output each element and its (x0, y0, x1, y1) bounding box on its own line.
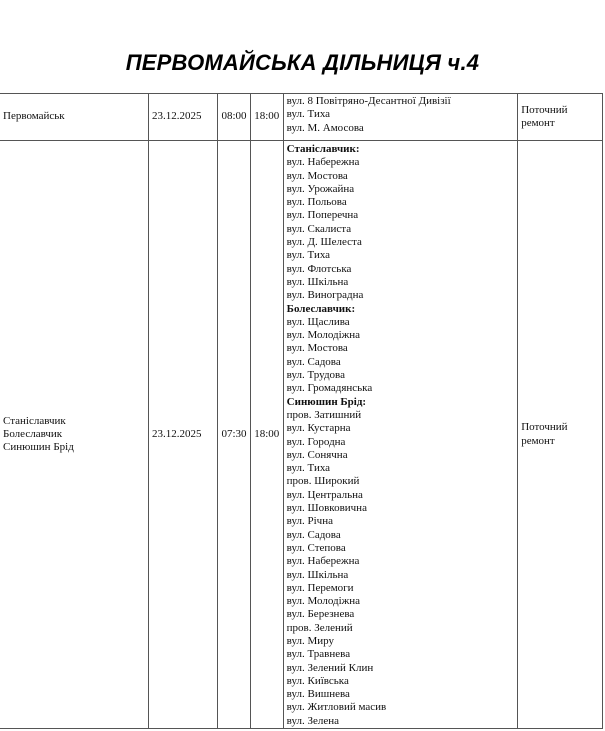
street-item: вул. Київська (286, 674, 349, 687)
street-item: вул. Миру (286, 634, 335, 647)
street-item: вул. Тиха (286, 249, 331, 262)
street-item: вул. Громадянська (286, 382, 373, 395)
locations-cell (0, 141, 148, 729)
street-item: вул. Березнева (286, 608, 355, 621)
street-item: вул. Степова (286, 541, 346, 554)
street-item: вул. Флотська (286, 262, 352, 275)
street-item: вул. М. Амосова (286, 121, 364, 134)
street-item: пров. Зелений (286, 621, 353, 634)
work-type-cell: Поточний ремонт (518, 94, 603, 141)
street-item: вул. Мостова (286, 169, 348, 182)
street-item: вул. Урожайна (286, 182, 355, 195)
date-cell: 23.12.2025 (148, 94, 217, 141)
street-item: вул. Травнева (286, 648, 351, 661)
street-item: вул. Набережна (286, 156, 360, 169)
street-item: вул. Житловий масив (286, 701, 387, 714)
street-item: вул. Шовковична (286, 502, 367, 515)
table-row (0, 141, 603, 729)
location-name: Синюшин Брід (3, 441, 74, 454)
street-item: вул. Перемоги (286, 581, 354, 594)
street-item: пров. Широкий (286, 475, 360, 488)
village-heading: Синюшин Брід: (286, 395, 367, 408)
end-time-cell: 18:00 (250, 141, 283, 729)
street-item: вул. Кустарна (286, 422, 351, 435)
start-time-cell: 07:30 (218, 141, 251, 729)
street-item: вул. Поперечна (286, 209, 359, 222)
page-title: ПЕРВОМАЙСЬКА ДІЛЬНИЦЯ ч.4 (125, 50, 480, 75)
street-item: вул. Садова (286, 528, 341, 541)
street-item: вул. Д. Шелеста (286, 236, 362, 249)
village-heading: Болеславчик: (286, 302, 356, 315)
streets-cell (283, 141, 518, 729)
outage-schedule-table (0, 93, 603, 729)
street-item: вул. Центральна (286, 488, 363, 501)
village-heading: Станіславчик: (286, 143, 360, 155)
streets-cell (283, 94, 518, 141)
street-item: вул. Городна (286, 435, 346, 448)
street-item: вул. Річна (286, 515, 333, 528)
street-item: вул. Сонячна (286, 448, 348, 461)
street-item: вул. Виноградна (286, 289, 364, 302)
work-type-cell: Поточний ремонт (518, 141, 603, 729)
street-item: вул. Трудова (286, 369, 345, 382)
street-item: вул. Зелена (286, 714, 340, 727)
street-item: вул. Польова (286, 196, 347, 209)
street-item: вул. Набережна (286, 555, 360, 568)
street-item: вул. Тиха (286, 462, 331, 475)
start-time-cell: 08:00 (218, 94, 251, 141)
location-name: Станіславчик (3, 414, 66, 427)
street-item: вул. Тиха (286, 108, 331, 121)
end-time-cell: 18:00 (250, 94, 283, 141)
street-item: вул. 8 Повітряно-Десантної Дивізії (286, 95, 451, 107)
location-name: Первомайськ (3, 110, 65, 123)
street-item: пров. Затишний (286, 408, 362, 421)
street-item: вул. Щаслива (286, 315, 350, 328)
street-item: вул. Вишнева (286, 688, 350, 701)
street-item: вул. Молодіжна (286, 595, 361, 608)
locations-cell (0, 94, 148, 141)
street-item: вул. Садова (286, 355, 341, 368)
street-item: вул. Шкільна (286, 568, 349, 581)
street-item: вул. Шкільна (286, 275, 349, 288)
date-cell: 23.12.2025 (148, 141, 217, 729)
street-item: вул. Зелений Клин (286, 661, 374, 674)
table-row (0, 94, 603, 141)
street-item: вул. Молодіжна (286, 329, 361, 342)
location-name: Болеславчик (3, 427, 63, 440)
street-item: вул. Мостова (286, 342, 348, 355)
street-item: вул. Скалиста (286, 222, 352, 235)
